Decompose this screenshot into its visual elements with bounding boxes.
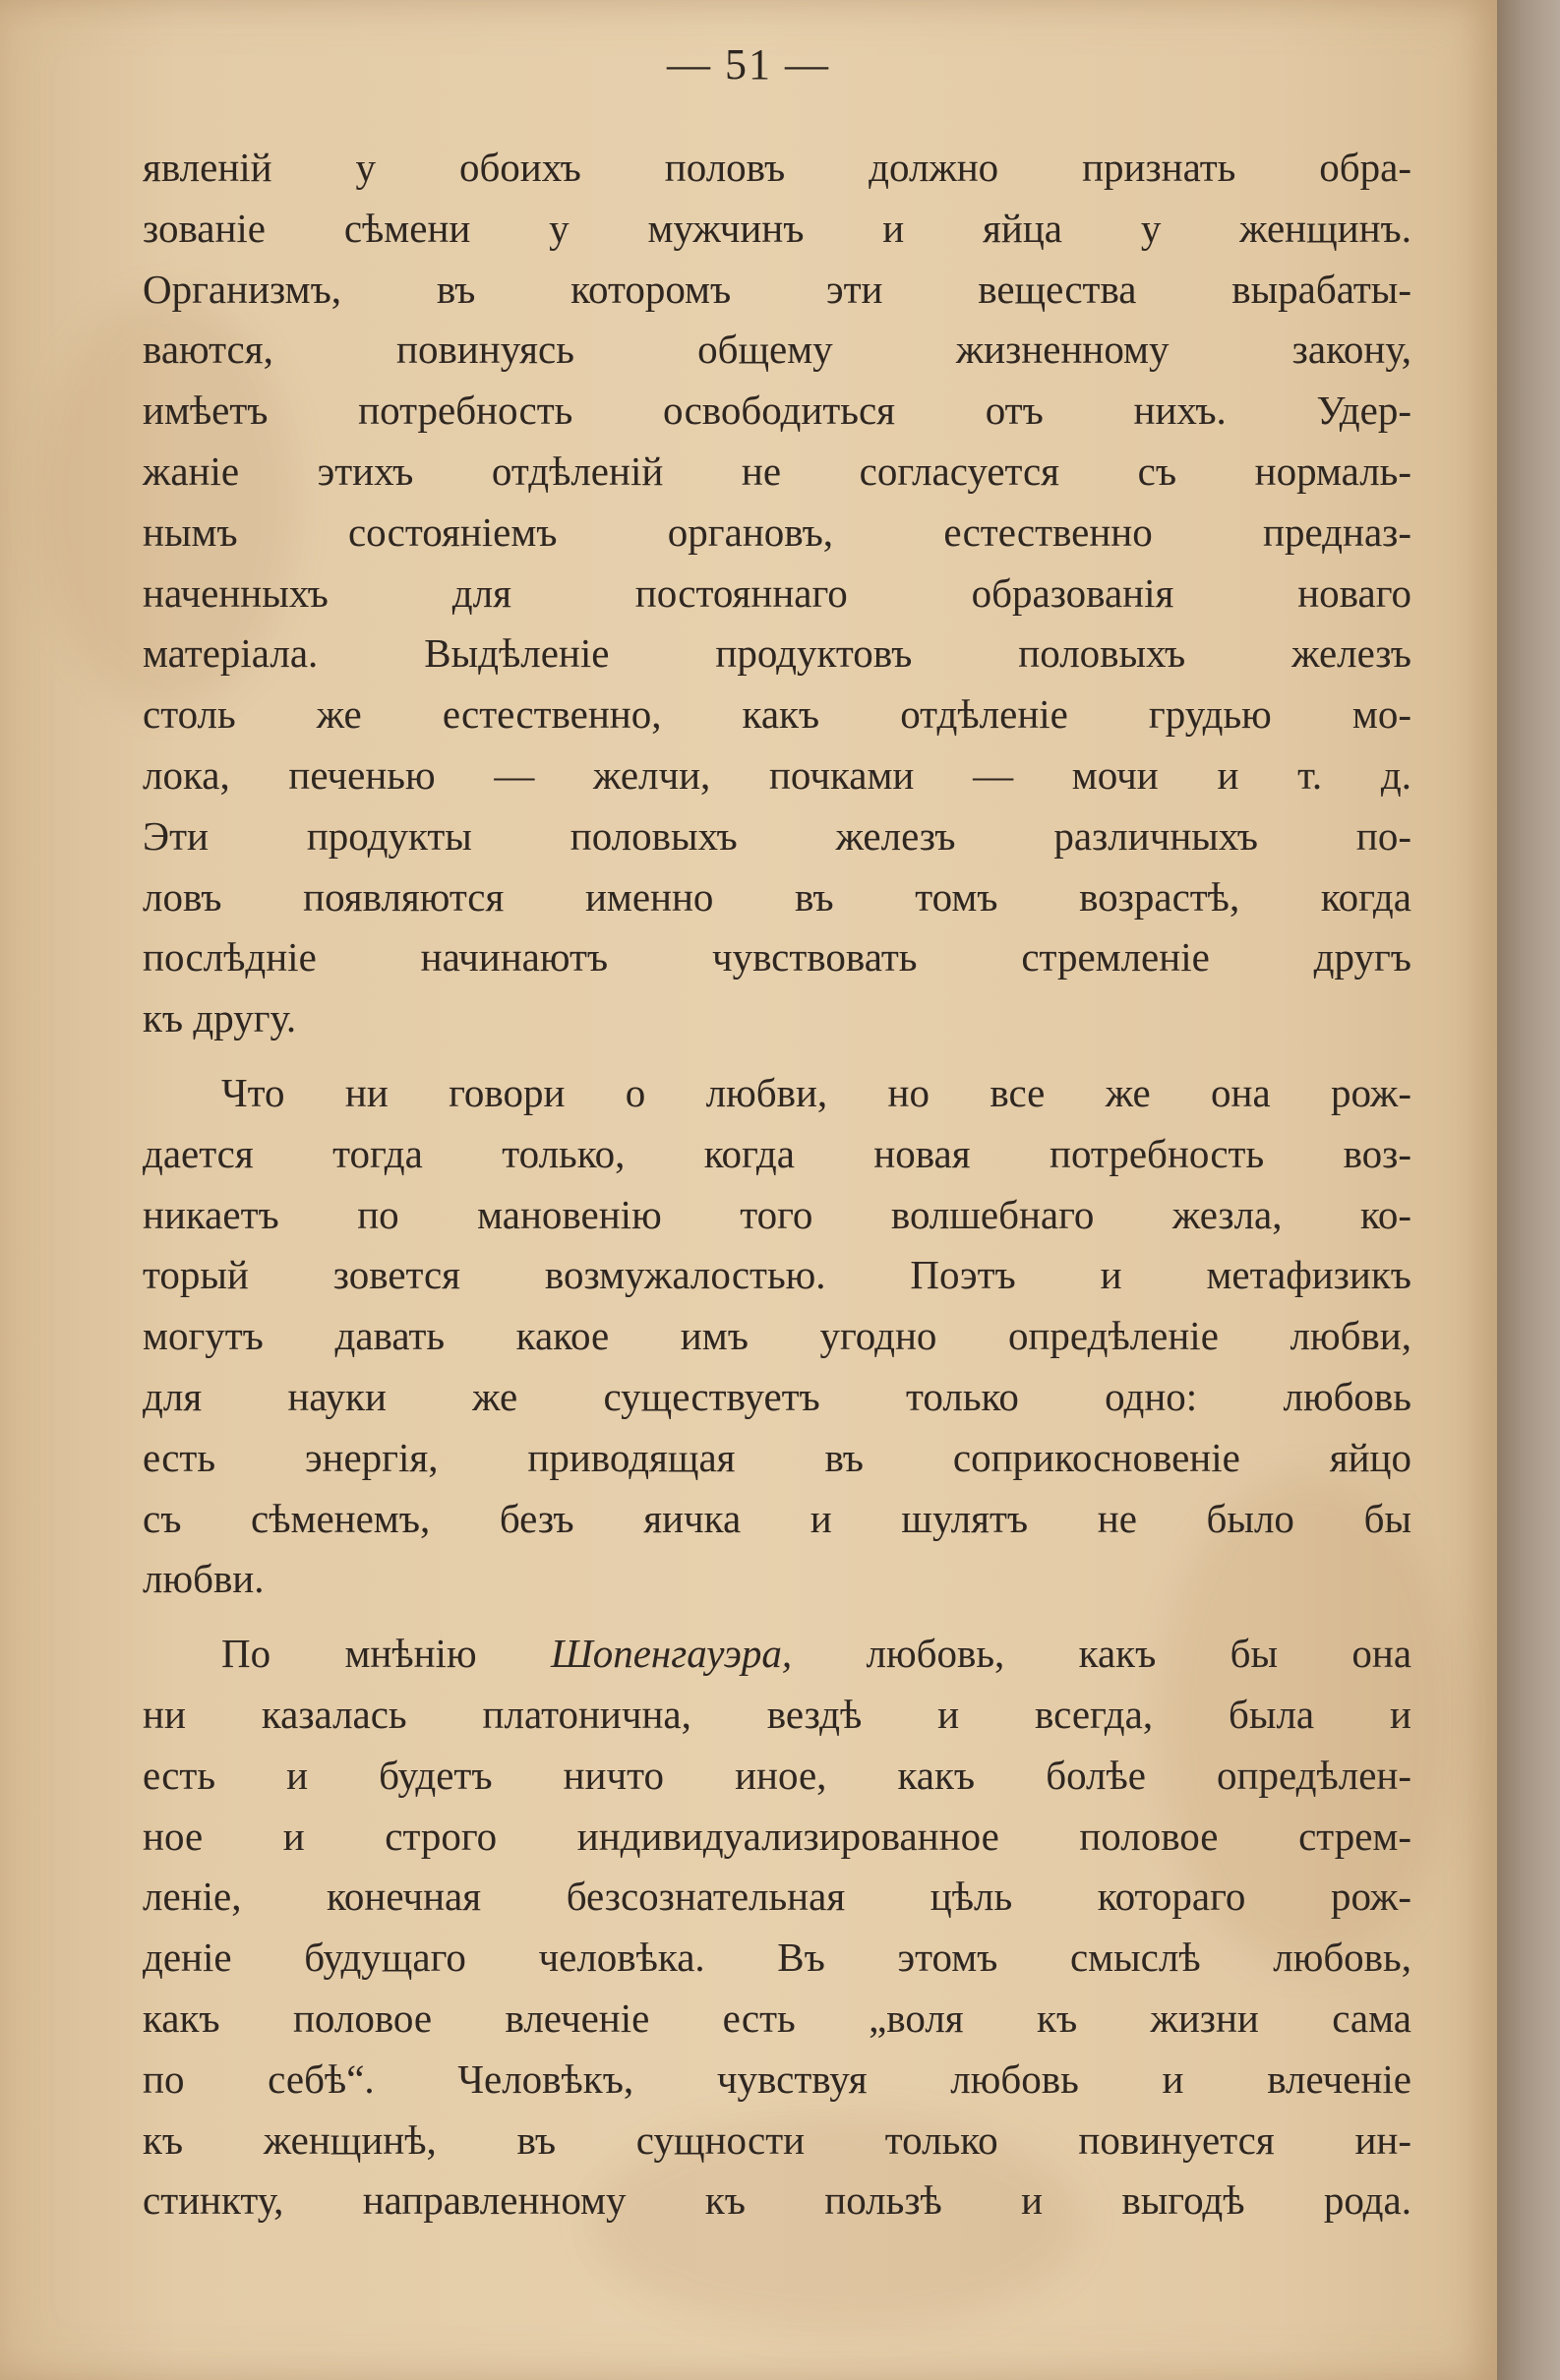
text-fragment: По мнѣнію [221, 1631, 477, 1677]
text-line: имѣетъ потребность освободиться отъ нихъ. Удер- [143, 387, 1411, 434]
text-line: стинкту, направленному къ пользѣ и выгодѣ рода. [143, 2177, 1411, 2224]
text-line: матеріала. Выдѣленіе продуктовъ половыхъ железъ [143, 630, 1411, 677]
text-line: дается тогда только, когда новая потребность воз- [143, 1130, 1411, 1176]
page-edge [1497, 0, 1560, 2380]
text-line: жаніе этихъ отдѣленій не согласуется съ нормаль- [143, 447, 1411, 494]
paragraph-3 [143, 1624, 1411, 2231]
text-line: деніе будущаго человѣка. Въ этомъ смыслѣ любовь, [143, 1934, 1411, 1981]
text-line: къ женщинѣ, въ сущности только повинуется ин- [143, 2116, 1411, 2163]
paragraph-1 [143, 138, 1411, 1049]
text-line: какъ половое влеченіе есть „воля къ жизни сама [143, 1994, 1411, 2041]
text-line: послѣдніе начинаютъ чувствовать стремленіе другъ [143, 934, 1411, 981]
text-fragment: любовь, какъ бы она [866, 1631, 1412, 1677]
text-line: зованіе сѣмени у мужчинъ и яйца у женщинъ. [143, 205, 1411, 251]
text-line: явленій у обоихъ половъ должно признать обра- [143, 145, 1411, 190]
text-line: леніе, конечная безсознательная цѣль котораго рож- [143, 1874, 1411, 1920]
text-line: Эти продукты половыхъ железъ различныхъ по- [143, 812, 1411, 859]
text-line: могутъ давать какое имъ угодно опредѣленіе любви, [143, 1313, 1411, 1359]
text-line-with-name [143, 1624, 1411, 1685]
text-line: ни казалась платонична, вездѣ и всегда, была и [143, 1691, 1411, 1737]
text-line: столь же естественно, какъ отдѣленіе грудью мо- [143, 691, 1411, 738]
text-line: Что ни говори о любви, но все же она рож- [221, 1069, 1411, 1115]
paragraph-2 [143, 1063, 1411, 1610]
text-line: ваются, повинуясь общему жизненному закону, [143, 327, 1411, 373]
text-line: наченныхъ для постояннаго образованія новаго [143, 569, 1411, 616]
text-line: любви. [143, 1556, 265, 1602]
text-line: торый зовется возмужалостью. Поэтъ и метафизикъ [143, 1252, 1411, 1298]
text-line: по себѣ“. Человѣкъ, чувствуя любовь и влеченіе [143, 2055, 1411, 2102]
text-line: есть энергія, приводящая въ соприкосновеніе яйцо [143, 1434, 1411, 1480]
page-number: — 51 — [667, 40, 830, 89]
text-line: нымъ состояніемъ органовъ, естественно предназ- [143, 508, 1411, 555]
text-line: лока, печенью — желчи, почками — мочи и т. д. [143, 751, 1411, 798]
author-name: Шопенгауэра, [550, 1631, 793, 1677]
body-text [143, 138, 1411, 2231]
text-line: Организмъ, въ которомъ эти вещества вырабаты- [143, 266, 1411, 312]
text-line: съ сѣменемъ, безъ яичка и шулятъ не было бы [143, 1495, 1411, 1541]
text-line: къ другу. [143, 995, 297, 1041]
text-line: есть и будетъ ничто иное, какъ болѣе опредѣлен- [143, 1752, 1411, 1798]
text-line: ное и строго индивидуализированное половое стрем- [143, 1813, 1411, 1859]
text-line: для науки же существуетъ только одно: любовь [143, 1373, 1411, 1419]
text-line: никаетъ по мановенію того волшебнаго жезла, ко- [143, 1191, 1411, 1237]
text-line: ловъ появляются именно въ томъ возрастѣ, когда [143, 873, 1411, 920]
